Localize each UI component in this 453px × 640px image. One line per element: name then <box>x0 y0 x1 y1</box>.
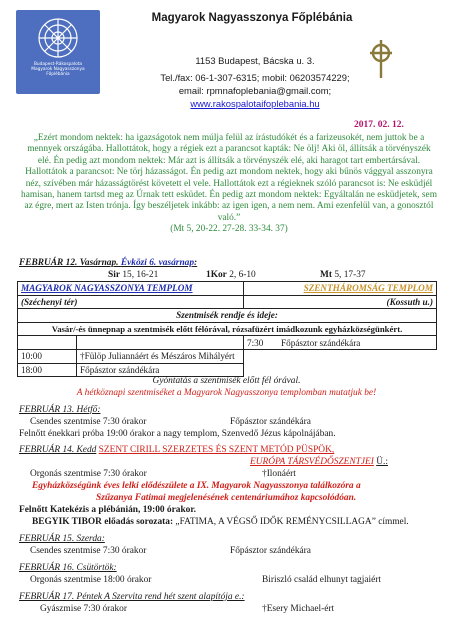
thursday-heading: FEBRUÁR 16. Csütörtök: <box>19 563 117 573</box>
gospel-quote <box>20 133 438 236</box>
wednesday-mass: Csendes szentmise 7:30 órakor <box>30 546 147 556</box>
thursday-intention: Biriszló család elhunyt tagjaiért <box>262 575 381 585</box>
parish-title: Magyarok Nagyasszonya Főplébánia <box>151 12 353 24</box>
monday-intention: Főpásztor szándékára <box>230 417 311 427</box>
table-row: 18:00 Főpásztor szándékára <box>18 363 437 377</box>
reading-1: Sir 15, 16-21 <box>108 270 159 280</box>
weekday-note: A hétköznapi szentmiséket a Magyarok Nagyasszonya templomban mutatjuk be! <box>76 388 377 398</box>
table-row <box>18 295 437 309</box>
reading-3: Mt 5, 17-37 <box>320 270 366 280</box>
vigil-note: Vasár/-és ünnepnap a szentmisék előtt félórával, rózsafüzért imádkozunk egyházközségünkért. <box>18 322 437 336</box>
table-row <box>18 282 437 296</box>
parish-logo <box>16 10 100 94</box>
tuesday-mass: Orgonás szentmise 7:30 órakor <box>30 469 147 479</box>
reading-2: 1Kor 2, 6-10 <box>206 270 256 280</box>
thursday-mass: Orgonás szentmise 18:00 órakor <box>30 575 152 585</box>
order-heading: Szentmisék rendje és ideje: <box>18 309 437 323</box>
tuesday-catechesis: Felnőtt Katekézis a plébánián, 19:00 órakor. <box>19 505 196 515</box>
friday-mass: Gyászmise 7:30 órakor <box>40 604 127 614</box>
monday-heading: FEBRUÁR 13. Hétfő: <box>19 405 101 415</box>
square-right: (Kossuth u.) <box>244 295 437 309</box>
church-right: SZENTHÁROMSÁG TEMPLOM <box>244 282 437 296</box>
tuesday-saints: EURÓPA TÁRSVÉDŐSZENTJEI Ü.: <box>250 457 388 467</box>
wednesday-heading: FEBRUÁR 15. Szerda: <box>19 534 105 544</box>
monday-mass: Csendes szentmise 7:30 órakor <box>30 417 147 427</box>
wednesday-intention: Főpásztor szándékára <box>230 546 311 556</box>
confession-note: Gyóntatás a szentmisék előtt fél órával. <box>152 376 301 386</box>
tuesday-intention: †Ilonáért <box>262 469 296 479</box>
bulletin-date: 2017. 02. 12. <box>354 120 404 130</box>
tuesday-event-2: Szűzanya Fatimai megjelenésének centenáriumához kapcsolódóan. <box>96 493 357 503</box>
email: email: rpmnafoplebania@gmail.com; <box>178 85 332 96</box>
table-row: 10:00 †Fülöp Juliannáért és Mészáros Mihályért <box>18 349 437 363</box>
square-left: (Széchenyi tér) <box>18 295 244 309</box>
tuesday-lecture: BEGYIK TIBOR előadás sorozata: „FATIMA, A VÉGSŐ IDŐK REMÉNYCSILLAGA” címmel. <box>32 517 409 527</box>
quote-text: „Ezért mondom nektek: ha igazságotok nem múlja felül az írástudókét és a farizeusokét, nem juttok be a mennyek országába. Hallottátok, hogy a régiek ezt a parancsot kapták: Ne ölj! Aki öl, állítsák a törvényszék elé. Én pedig azt mondom nektek: Már azt is állítsák a törvényszék elé, aki haragot tart embertársával. Hallottátok a parancsot: Ne törj házasságot. Én pedig azt mondom nektek, hogy aki bűnös vággyal asszonyra néz, szívében már házasságtörést követett el vele. Hallottátok ezt a régieknek szóló parancsot is: Ne esküdjél hamisan, hanem tartsd meg az Úrnak tett esküdet. Én pedig azt mondom nektek: Egyáltalán ne esküdjetek, sem az égre, mert az Isten trónja. Így beszéljetek inkább: az igen igen, a nem nem. Ami ezenfelül van, a gonosztól való.” <box>21 133 437 223</box>
quote-reference: (Mt 5, 20-22. 27-28. 33-34. 37) <box>170 224 288 235</box>
table-row: 7:30 Főpásztor szándékára <box>18 336 437 350</box>
address: 1153 Budapest, Bácska u. 3. <box>195 55 315 66</box>
tuesday-heading: FEBRUÁR 14. Kedd SZENT CIRILL SZERZETES ÉS SZENT METÓD PÜSPÖK, <box>19 445 335 455</box>
celtic-cross-icon <box>366 38 396 80</box>
monday-note: Felnőtt énekkari próba 19:00 órakor a nagy templom, Szenvedő Jézus kápolnájában. <box>19 429 336 439</box>
friday-heading: FEBRUÁR 17. Péntek A Szervita rend hét szent alapítója e.: <box>19 592 245 602</box>
logo-text: Budapest-Rákospalota Magyarok Nagyasszonya Főplébánia <box>31 62 85 78</box>
mass-schedule-table <box>17 281 437 377</box>
church-left: MAGYAROK NAGYASSZONYA TEMPLOM <box>18 282 244 296</box>
sunday-heading: FEBRUÁR 12. Vasárnap. Évközi 6. vasárnap: <box>19 258 198 268</box>
tuesday-event-1: Egyházközségünk éves lelki elődészülete a IX. Magyarok Nagyasszonya találkozóra a <box>32 481 361 491</box>
friday-intention: †Esery Michael-ért <box>262 604 335 614</box>
table-row <box>18 309 437 323</box>
phone: Tel./fax: 06-1-307-6315; mobil: 06203574229; <box>160 72 350 83</box>
contact-block <box>130 54 380 110</box>
table-row <box>18 322 437 336</box>
website-link[interactable]: www.rakospalotaifoplebania.hu <box>190 98 320 109</box>
rosette-icon <box>36 16 80 60</box>
